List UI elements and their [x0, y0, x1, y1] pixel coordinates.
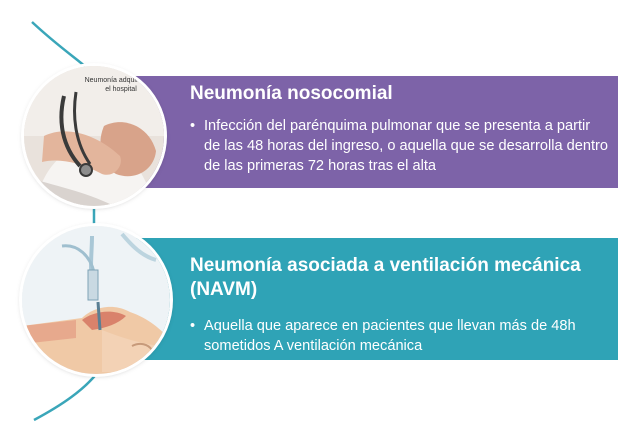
photo-caption: Neumonía adquirida en el hospital [84, 77, 158, 93]
doctor-stethoscope-photo-icon [24, 66, 164, 206]
item-title: Neumonía asociada a ventilación mecánica (NAVM) [190, 255, 581, 300]
item-band-nosocomial [98, 76, 618, 188]
item-bullet [190, 116, 610, 176]
item-bullet [190, 316, 610, 356]
item-bullet-text: Infección del parénquima pulmonar que se presenta a partir de las 48 horas del ingreso, o aquella que se desarrolla dentro de las primeras 72 horas tras el alta [204, 118, 609, 174]
bullet-dot-icon: • [190, 318, 196, 334]
item-bullet-text: Aquella que aparece en pacientes que llevan más de 48h sometidos A ventilación mecánica [204, 318, 576, 354]
bullet-dot-icon: • [190, 118, 196, 134]
item-title: Neumonía nosocomial [190, 83, 393, 104]
ventilation-illustration [22, 226, 170, 374]
item-band-navm [98, 238, 618, 360]
intubated-patient-illustration-icon [22, 226, 170, 374]
